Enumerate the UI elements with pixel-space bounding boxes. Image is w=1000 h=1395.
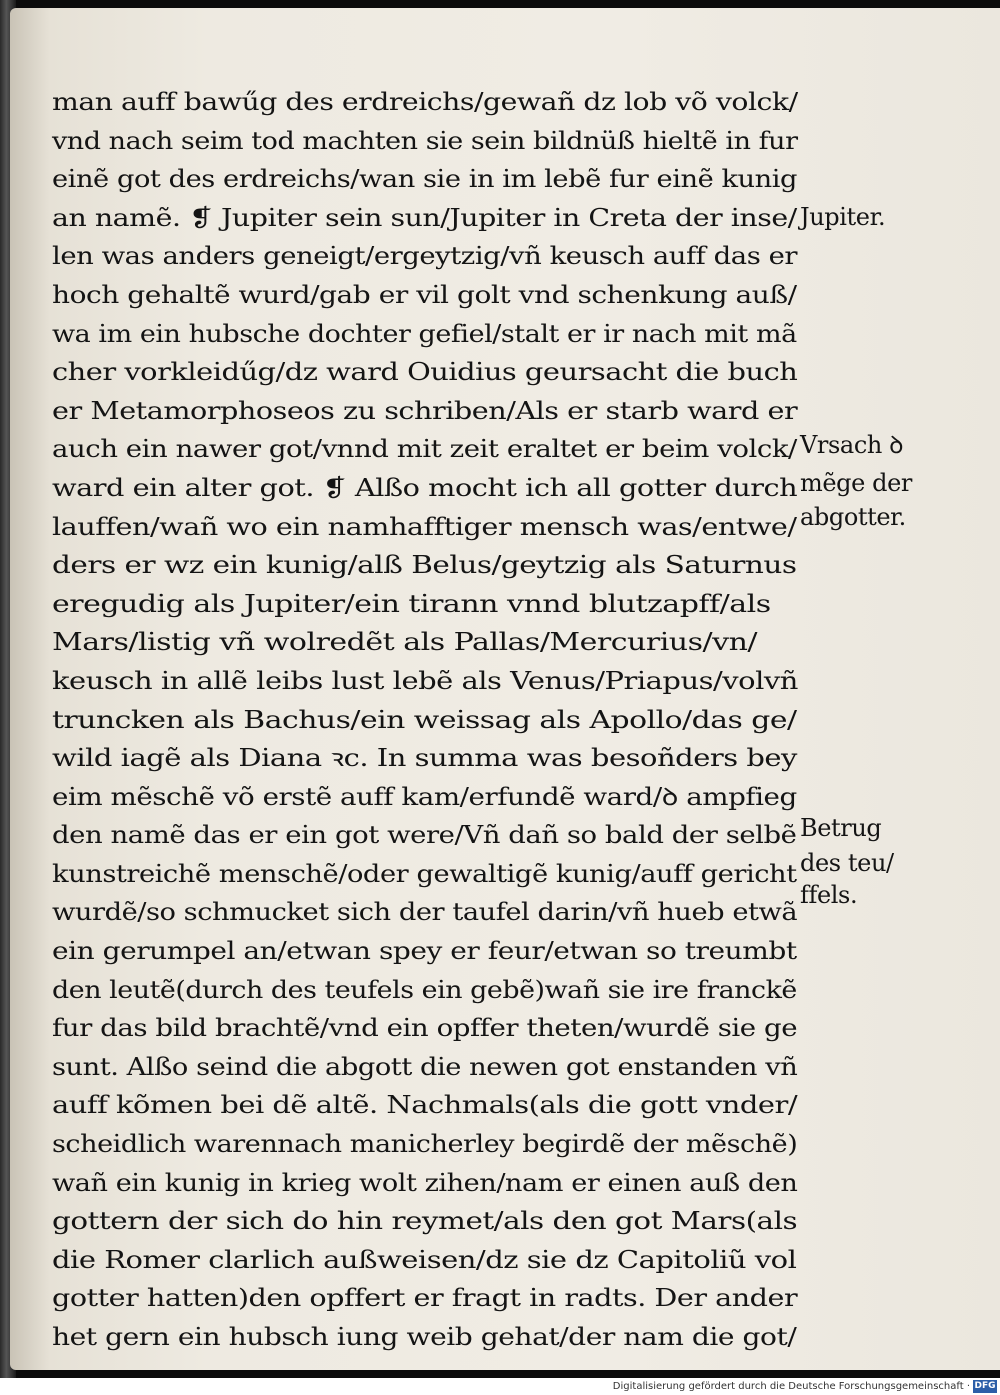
text-line: keusch in allẽ leibs lust lebẽ als Venus/Priapus/volvñ (52, 666, 798, 695)
text-line: die Romer clarlich außweisen/dz sie dz Capitoliũ vol (52, 1245, 797, 1274)
text-line: gottern der sich do hin reymet/als den got Mars(als (52, 1207, 798, 1236)
dfg-logo: DFG (974, 1381, 996, 1391)
text-line: fur das bild brachtẽ/vnd ein opffer theten/wurdẽ sie ge (52, 1014, 798, 1043)
text-line: truncken als Bachus/ein weissag als Apollo/das ge/ (52, 705, 797, 734)
text-line: lauffen/wañ wo ein namhafftiger mensch was/entwe/ (52, 512, 797, 541)
text-line: ein gerumpel an/etwan spey er feur/etwan so treumbt (52, 937, 797, 966)
text-line: eim mẽschẽ võ erstẽ auff kam/erfundẽ ward/ꝺ ampfieg (52, 782, 797, 811)
page-paper (10, 8, 1000, 1370)
text-line: cher vorkleidűg/dz ward Ouidius geursacht die buch (52, 358, 798, 387)
margin-note-jupiter: Jupiter. (800, 203, 886, 231)
text-line: eregudig als Jupiter/ein tirann vnnd blutzapff/als (52, 589, 771, 618)
text-line: den namẽ das er ein got were/Vñ dañ so bald der selbẽ (52, 821, 797, 850)
text-line: wild iagẽ als Diana ꝛc. In summa was besoñders bey (52, 744, 797, 773)
margin-note-ursach-line3: abgotter. (800, 503, 906, 531)
text-line: wañ ein kunig in krieg wolt zihen/nam er einen auß den (52, 1168, 798, 1197)
text-line: hoch gehaltẽ wurd/gab er vil golt vnd schenkung auß/ (52, 280, 797, 309)
text-line: het gern ein hubsch iung weib gehat/der nam die got/ (52, 1323, 797, 1351)
text-line: gotter hatten)den opffert er fragt in radts. Der ander (52, 1284, 798, 1313)
text-line: auff kõmen bei dẽ altẽ. Nachmals(als die gott vnder/ (52, 1091, 798, 1120)
footer-bar (0, 1378, 1000, 1395)
text-line: kunstreichẽ menschẽ/oder gewaltigẽ kunig/auff gericht (52, 859, 797, 888)
margin-note-betrug-line3: ffels. (800, 881, 858, 909)
text-line: den leutẽ(durch des teufels ein gebẽ)wañ sie ire franckẽ (52, 975, 797, 1004)
main-text-block (52, 83, 812, 1357)
text-line: einẽ got des erdreichs/wan sie in im lebẽ fur einẽ kunig (52, 165, 798, 194)
text-line: vnd nach seim tod machten sie sein bildnüß hieltẽ in fur (52, 126, 798, 155)
margin-note-betrug-line1: Betrug (800, 814, 882, 842)
text-line: wa im ein hubsche dochter gefiel/stalt er ir nach mit mã (52, 319, 797, 348)
text-line: Mars/listig vñ wolredẽt als Pallas/Mercurius/vn/ (52, 628, 757, 657)
text-line: er Metamorphoseos zu schriben/Als er starb ward er (52, 396, 798, 425)
text-line: ders er wz ein kunig/alß Belus/geytzig als Saturnus (52, 551, 797, 580)
text-line: ward ein alter got. ❡ Alßo mocht ich all gotter durch (52, 473, 798, 502)
text-line: auch ein nawer got/vnnd mit zeit eraltet er beim volck/ (52, 435, 797, 464)
text-line: scheidlich warennach manicherley begirdẽ der mẽschẽ) (52, 1130, 798, 1159)
margin-note-ursach-line2: mẽge der (800, 469, 912, 497)
text-line: wurdẽ/so schmucket sich der taufel darin/vñ hueb etwã (52, 898, 798, 927)
margin-note-ursach-line1: Vrsach ꝺ (800, 431, 904, 459)
text-line: man auff bawűg des erdreichs/gewañ dz lob võ volck/ (52, 88, 798, 116)
text-line: len was anders geneigt/ergeytzig/vñ keusch auff das er (52, 242, 798, 271)
margin-note-betrug-line2: des teu/ (800, 849, 894, 877)
funding-credit: Digitalisierung gefördert durch die Deutsche Forschungsgemeinschaft · (612, 1381, 970, 1392)
text-line: an namẽ. ❡ Jupiter sein sun/Jupiter in Creta der inse/ (52, 203, 797, 232)
text-line: sunt. Alßo seind die abgott die newen got enstanden vñ (52, 1052, 798, 1081)
